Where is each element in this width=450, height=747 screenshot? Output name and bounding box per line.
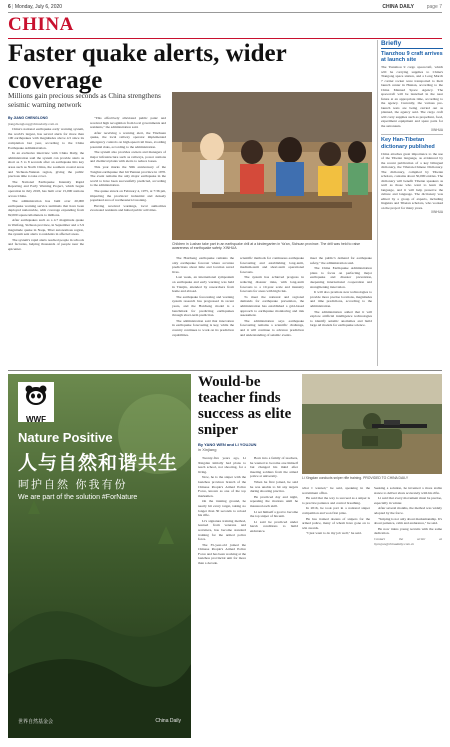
story2-col-4	[374, 486, 442, 738]
paragraph: Li set himself a goal to become the top sniper of his unit.	[250, 509, 298, 519]
headline: Faster quake alerts, wider coverage	[8, 40, 287, 94]
brief-title: Tianzhou 9 craft arrives at launch site	[381, 51, 443, 64]
paragraph: This year marks the 50th anniversary of the Tonghai earthquake that hit Yunnan province in 1970. The event remains the only major earthquake in the world to have been successfully predicted, according to the administration.	[90, 164, 166, 188]
story2-col-1	[198, 456, 246, 738]
story2-byline-location: in Xinjiang	[198, 447, 217, 452]
paragraph: The China Earthquake Administration plans to focus on perfecting major earthquake and disaster prevention, deepening international cooperation and strengthening innovation.	[310, 266, 372, 289]
byline: By JIANG CHENGLONG	[8, 116, 48, 120]
paragraph: The system's rapid alerts reached people in schools and factories, helping thousands of people near the epicenter.	[8, 237, 84, 252]
ad-title-en: Nature Positive	[18, 430, 113, 445]
paragraph: Seeking a solution, he invented a more stable stance to deliver shots accurately with his rifle.	[374, 486, 442, 495]
page-number: 6	[8, 4, 11, 10]
paragraph: The quake struck on February 4, 1975, at 7:36 pm, impacting the provinces' industrial and densely populated area of northeastern Liaoning.	[90, 188, 166, 203]
paragraph: The 35-year-old joined the Chinese People's Armed Police Force and has been working at the Guizhou provincial unit for more than a decade.	[198, 542, 246, 566]
paragraph: Li's signature training method, learned from veterans and recruiters, has become standard training for the armed police force.	[198, 518, 246, 542]
paragraph: "Sniping is not only about marksmanship. It's about patience, calm and endurance," he said.	[374, 516, 442, 526]
header-edition: page 7	[426, 4, 442, 10]
paragraph: In 2016, he took part in a national sniper competition and won first prize.	[302, 506, 370, 515]
brief-item	[381, 51, 443, 132]
story2-col-2	[250, 456, 298, 738]
paragraph: meet the public's demand for earthquake safety," the administration said.	[310, 256, 372, 265]
story2-headline: Would-be teacher finds success as elite sniper	[198, 374, 292, 438]
brief-source: XINHUA	[430, 128, 443, 133]
paragraph: The earthquake forecasting and warning system research has progressed in recent years, and the Haicheng model is a benchmark for predicting earthquakes through short-term prediction.	[172, 294, 234, 318]
ad-footer-en: China Daily	[155, 718, 181, 724]
paragraph: The system also provides owners and managers of major infrastructure such as railways, power stations and chemical plants with alerts to reduce losses.	[90, 150, 166, 164]
paragraph: The administration has built over 20,000 earthquake warning service terminals that have been deployed nationwide, with coverage expanding from 82,000 square kilometers to millions.	[8, 199, 84, 217]
header-date: Monday, July 6, 2020	[14, 4, 63, 10]
section-title: CHINA	[8, 14, 74, 35]
main-col-1	[8, 116, 84, 366]
paragraph: scientific methods for continuous earthquake forecasting and establishing long-term, medium-term and short-term operational forecasts.	[240, 256, 304, 274]
subhead: Millions gain precious seconds as China strengthens seismic warning network	[8, 91, 161, 109]
paragraph: Li said that every movement must be precise, especially in winter.	[374, 496, 442, 505]
paragraph: China's national earthquake early warning system, the world's largest, has served alerts for more than 100 earthquakes with magnitudes above 4.5 since its completion last year, according to the China Earthquake Administration.	[8, 127, 84, 150]
byline-email: jiangchenglong@chinadaily.com.cn	[8, 121, 59, 126]
paragraph: Last week, an international symposium on earthquake and early warning was held in Tianjin, attended by researchers from home and abroad.	[172, 275, 234, 294]
paragraph: He practiced day and night, repeating the motions until he mastered each skill.	[250, 494, 298, 508]
paragraph: When he first joined, he said he was unable to hit any targets during shooting practice.	[250, 479, 298, 494]
paragraph: The administration said that innovation in earthquake forecasting is key, while the country continues to work on its prediction capabilities.	[172, 318, 234, 337]
paragraph: The National Earthquake Intensity Rapid Reporting and Early Warning Project, which began operation in July 2018, has built over 15,000 stations across China.	[8, 179, 84, 198]
briefly-heading: Briefly	[381, 40, 443, 49]
contact-writer: Contact the writer at liyoujun@chinadaily.com.cn	[374, 536, 442, 546]
paragraph: He now trains young recruits with the same dedication.	[374, 526, 442, 536]
wwf-logo	[18, 382, 54, 422]
paragraph: "This effectively alleviated public panic and received high recognition from local governments and residents," the administration said.	[90, 116, 166, 130]
paragraph: The Haicheng earthquake remains the only earthquake forecast where accurate predictions about time and location saved lives.	[172, 256, 234, 274]
paragraph: Born into a family of teachers, he wanted to become one himself but changed his mind after meeting soldiers from the armed police at university.	[250, 456, 298, 479]
ad-title-cn: 人与自然和谐共生	[18, 452, 179, 474]
brief-text: China attaches great importance to the use of the Tibetan language, as evidenced by the recent publication of a key bilingual dictionary, the Tibetan-Chinese Dictionary. The dictionary, compiled by Tibetan scholars, contains about 50,000 entries. The dictionary will benefit Tibetan speakers as well as those who want to learn the language, and it will help preserve the culture and language. The dictionary was edited by a group of experts, including linguists and Tibetan scholars, who worked on the project for many years.	[381, 151, 443, 210]
brief-item	[381, 137, 443, 214]
paragraph: To meet the national and regional demands for earthquake prevention, the administration has established a grid-based approach to earthquake monitoring and risk assessment.	[240, 294, 304, 318]
paragraph: Now, he is the sniper with the Guizhou province branch of the Chinese People's Armed Police Force, known as one of the top marksmen.	[198, 475, 246, 498]
paragraph: On the training ground, he nearly hit every target, taking no longer than 30 seconds to reload his rifle.	[198, 499, 246, 518]
paragraph: He said that the way to succeed as a sniper is to practice patience and control breathing.	[302, 496, 370, 505]
paragraph: Having received warnings, local authorities evacuated residents and halted public activities.	[90, 203, 166, 213]
paragraph: It will also promote new technologies to provide more precise locations, magnitudes and time predictions, according to the administration.	[310, 290, 372, 308]
paragraph: The system has achieved progress in reducing disaster risks, with long-term forecasts to a 10-year scale and intensity forecasts for areas with high risk.	[240, 275, 304, 294]
brief-source: XINHUA	[430, 210, 443, 215]
ad-footer	[18, 718, 181, 725]
paragraph: After earthquakes such as a 4.7 magnitude quake in Weifang, Sichuan province, in September and a 5.9 magnitude quake in Naqu, Tibet autonomous region, the system sent alerts to residents in affected areas.	[8, 218, 84, 237]
paragraph: He has trained dozens of snipers for the armed police, many of whom have gone on to win awards.	[302, 516, 370, 530]
paragraph: what I wanted," he said, speaking in the recruitment office.	[302, 486, 370, 495]
page-header: 6 | Monday, July 6, 2020 CHINA DAILY page 7	[8, 4, 442, 10]
header-paper: CHINA DAILY	[382, 4, 414, 10]
main-col-4	[240, 256, 304, 366]
photo-caption: Children in Lushan take part in an earthquake drill at a kindergarten in Ya'an, Sichuan province. The drill was held to raise awareness of earthquake safety. XINHUA	[172, 242, 361, 251]
paragraph: After several months, the method was widely adopted by the force.	[374, 506, 442, 515]
ad-subtitle-cn: 呵护自然 你我有份	[18, 478, 128, 491]
main-col-2	[90, 116, 166, 366]
wwf-brand: WWF	[26, 415, 46, 424]
paragraph: "I just want to do my job well," he said.	[306, 531, 362, 536]
wwf-ad	[8, 374, 191, 738]
brief-text: The Tianzhou 9 cargo spacecraft, which will be carrying supplies to China's Tiangong space station, and a Long March 7 carrier rocket were transported to their launch center in Hainan, according to the China Manned Space Agency. The spacecraft will be launched in the near future at an appropriate time, according to the agency. Currently, the various pre-launch tests are being carried out as planned, the agency said. The cargo craft will carry supplies such as propellant, food, experiment equipment and spare parts for the astronauts.	[381, 65, 443, 128]
main-col-5	[310, 256, 372, 366]
ad-footer-cn: 世界自然基金会	[18, 719, 54, 725]
brief-title: Key Han-Tibetan dictionary published	[381, 137, 435, 150]
paragraph: The administration added that it will explore artificial intelligence technologies to identify seismic anomalies and build large AI models for earthquake science.	[310, 309, 372, 328]
story2-photo	[302, 374, 442, 474]
main-col-3	[172, 256, 234, 366]
story2-byline	[198, 442, 298, 452]
story2-col-3	[302, 486, 370, 738]
paragraph: After receiving a warning alert, the Yinchuan quake, the local railway operator implemented emergency controls on high-speed rail lines, avoiding potential risks, according to the administration.	[90, 130, 166, 149]
story2-byline-names: By YANG WEN and LI YOUJUN	[198, 442, 257, 447]
main-photo	[172, 92, 372, 240]
paragraph: In an exclusive interview with China Daily, the administration said the system can provide alerts as short as 3 to 8 seconds after an earthquake hits key areas such as North China, the southern coastal areas and Sichuan-Yunnan region, giving the public precious time to take cover.	[8, 151, 84, 179]
paragraph: Li said he practiced under harsh conditions to build endurance.	[250, 519, 298, 533]
paragraph: The administration says earthquake forecasting remains a scientific challenge, and it will continue to advance prediction and understanding of seismic events.	[240, 318, 304, 337]
briefly-sidebar	[381, 40, 443, 366]
story2-photo-caption: Li Xingdan conducts sniper rifle training. PROVIDED TO CHINA DAILY	[302, 476, 409, 480]
ad-subtitle-en: We are part of the solution #ForNature	[18, 494, 138, 501]
paragraph: Twenty-five years ago, Li Xingdan initially had plans to teach school, not shooting, for a living.	[198, 456, 246, 474]
